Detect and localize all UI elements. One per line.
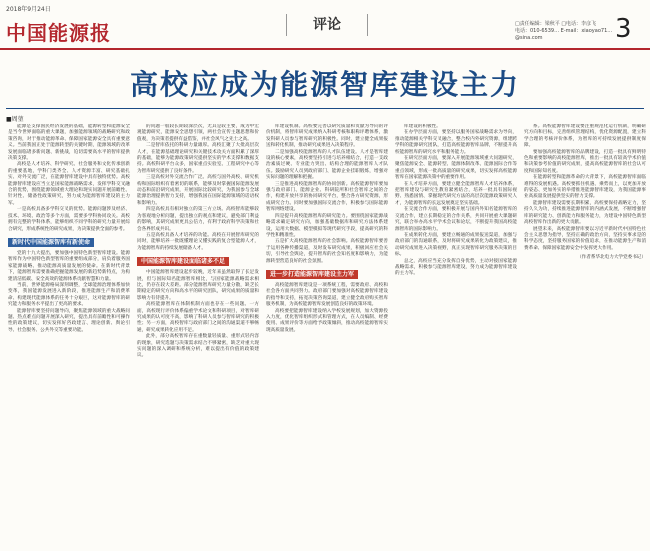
article-paragraph: 当前，世界能源格局深刻调整，全球能源治理体系加快变革，我国能源发展进入新阶段，推进能源生产和消费革命、构建现代能源体系的任务十分艰巨，这对能源智库的研究能力和服务水平提出了更高的要求。	[8, 282, 130, 308]
article-paragraph: 高校能源智库建设是一项系统工程，需要政府、高校和社会各方面共同努力。政府部门要加强对高校能源智库建设的指导和支持，拓宽决策咨询渠道，建立健全政府购买智库服务机制，为高校能源智库发展创造良好的政策环境。	[266, 282, 388, 308]
article-paragraph: 系。高校能源智库建设要注重规范化运行机制，明确研究方向和目标，完善组织管理结构，优化资源配置，建立科学合理的考核评价体系，为智库的可持续发展提供制度保障。	[524, 124, 646, 149]
section-title: 评论	[286, 14, 368, 36]
article-paragraph: 能源智库建设需要长期积累，高校要保持战略定力，坚持久久为功，持续推进能源智库的内涵式发展，不断增强智库的研究能力、创新能力和服务能力，为建设中国特色新型高校智库作出新的更大贡献。	[524, 200, 646, 226]
article-paragraph: 四是提升高校能源智库的研究能力。要围绕国家能源战略需求确定研究方向，加强基础数据库和研究方法体系建设，运用大数据、模型模拟等现代研究手段，提高研究的科学性和精准性。	[266, 213, 388, 238]
article-paragraph: 高校要把能源智库建设纳入学校发展规划，加大资源投入力度，优化智库组织形式和管理方式，在人员编制、经费使用、成果评价等方面给予政策倾斜，推动高校能源智库实现高质量发展。	[266, 308, 388, 333]
article-paragraph: 三是推进高校能源智库的协同创新。高校能源智库要加强与政府部门、能源企业、科研院所和社会智库之间的合作，构建开放共享的协同研究平台，整合各方研究资源，形成研究合力。同时要加强国际交流合作，积极参与国际能源智库网络建设。	[266, 181, 388, 213]
article-byline: ■周堃	[6, 116, 24, 123]
article-paragraph: 五是高校具备人才培养的功能。高校在开展智库研究的同时，能够培养一批既懂理论又懂实践的复合型能源人才，为能源智库的持续发展储备人才。	[137, 232, 259, 251]
article-paragraph: 高校能源智库在体制机制方面也存在一些问题。一方面，高校现行评价体系偏重学术论文和科研项目，对智库研究成果的认可度不高，影响了科研人员参与智库研究的积极性；另一方面，高校智库与政府部门之间的沟通渠道不够畅通，研究成果转化应用不足。	[137, 302, 259, 333]
article-paragraph: 四是高校具有相对独立的第三方立场。高校智库能够较为客观地分析问题，提出独立的观点和建议，避免部门利益的影响，其研究成果更具公信力，有利于政府科学决策和社会各界形成共识。	[137, 207, 259, 232]
issue-date: 2018年9月24日	[6, 6, 51, 13]
article-paragraph: 库建设的积极性。	[404, 124, 441, 129]
article-paragraph: 能源智库要坚持问题导向，聚焦能源领域的重大战略问题、热点难点问题开展深入研究，提出具有前瞻性和可操作性的政策建议，切实发挥好咨政建言、理论创新、舆论引导、社会服务、公共外交等重要功能。	[8, 308, 130, 333]
article-column-4	[395, 124, 517, 544]
article-paragraph: 总之，高校应当充分发挥自身优势，主动对接国家能源战略需求，积极参与能源智库建设，努力成为能源智库建设的主力军。	[395, 258, 517, 277]
article-paragraph: 能源是支撑国民经济发展的基础，能源转型和能源安全是当今世界面临的重大课题，加强能源领域的战略研究和政策咨询，对于推动能源革命、保障国家能源安全具有重要意义。当前我国正处于能源转型的关键时期，能源领域的改革发展面临诸多新问题、新挑战，迫切需要高水平的智库提供决策支撑。	[8, 124, 130, 162]
article-paragraph: 中国能源智库建设起步较晚，近年来虽然取得了长足发展，但与国际知名能源智库相比，与国家能源战略需求相比，仍存在较大差距。部分能源智库研究力量分散，缺乏长期稳定的研究方向和高水平的研究团队，研究成果的质量和影响力有待提升。	[137, 270, 259, 301]
article-paragraph: 二是智库依托的科研力量雄厚。高校汇聚了大批高层次人才，在能源基础理论研究和关键技术攻关方面积累了深厚的基础，能够为能源政策研究提供坚实的学术支撑和数据支持。高校科研平台众多，国家重点实验室、工程研究中心等为智库研究提供了良好条件。	[137, 143, 259, 174]
article-paragraph: 在研究层面方面，要深入开展能源领域重大问题研究，聚焦能源安全、能源转型、能源体制改革、能源国际合作等重点领域，形成一批高质量的研究成果，切实发挥高校能源智库在国家能源决策中的重要作用。	[395, 156, 517, 181]
article-paragraph: 库建设机制。高校要完善以研究质量和贡献为导向的评价机制，将智库研究成果纳入科研考核和职称评聘体系，激发科研人员参与智库研究的积极性。同时，建立健全成果报送和转化机制，推动研究成果进入决策程序。	[266, 124, 388, 149]
editor-info	[515, 21, 615, 42]
page-header	[0, 0, 650, 50]
article-paragraph: 五是扩大高校能源智库的社会影响。高校能源智库要善于运用各种传播渠道，及时发布研究成果，积极回应社会关切，引导社会舆论，提升智库的社会知名度和影响力，为能源转型营造良好的社会氛围。	[266, 239, 388, 264]
article-paragraph: 此外，部分高校智库存在重数量轻质量、重形式轻内容的现象，研究选题与决策需求结合不够紧密，缺乏对重大现实问题的深入调研和系统分析，难以提出有价值的政策建议。	[137, 334, 259, 359]
article-paragraph: 的问题一般较长期较深层次，尤其是较主要，成为中宏观能源研究，能源安全思想引领，两社会宣传主题思想和价值观，为决策者提供有益借鉴，并社会风气之先士之高。	[137, 124, 259, 142]
article-headline: 高校应成为能源智库建设主力	[129, 68, 520, 101]
article-paragraph: 一是高校具备多学科交叉的优势。能源问题涉及经济、技术、环境、政治等多个方面，需要多学科协同攻关。高校拥有完整的学科体系，能够组织不同学科的研究力量开展综合研究，形成系统性的研究成果，为决策提供全面的参考。	[8, 207, 130, 232]
article-paragraph: 在办学层面方面，要坚持以服务国家战略需求为导向，推动能源相关学科交叉融合，整合校内外研究资源，组建跨学科的能源研究团队，打造高校能源智库品牌，不断提升高校能源智库的研究水平和服务能力。	[395, 130, 517, 155]
article-paragraph: 在交流合作方面，要积极开展与国内外知名能源智库的交流合作，建立长期稳定的合作关系，共同开展重大课题研究，联合举办高水平学术会议和论坛，不断提升我国高校能源智库的国际影响力。	[395, 207, 517, 232]
article-paragraph: 要加强高校能源智库的品牌建设，打造一批具有鲜明特色和重要影响的高校能源智库，推出一批具有较高学术价值和决策参考价值的研究成果，提高高校能源智库的社会认可度和国际知名度。	[524, 149, 646, 174]
article-paragraph: 在人才培养方面，要建立健全能源智库人才培养体系，把智库建设与研究生教育紧密结合，培养一批具有国际视野、熟悉国情、掌握现代研究方法的高层次能源政策研究人才，为能源智库的长远发展奠定坚实基础。	[395, 181, 517, 206]
article-paragraph: 在能源转型和能源革命的大背景下，高校能源智库面临难得的发展机遇。高校要抓住机遇、乘势而上，以更加开放的姿态、更加务实的举措推进能源智库建设，为我国能源事业高质量发展提供坚实的智力支撑。	[524, 175, 646, 200]
newspaper-masthead: 中国能源报	[6, 21, 111, 45]
author-note: （作者系华北电力大学党委书记）	[577, 255, 646, 261]
page-number: 3	[615, 14, 632, 44]
article-column-1	[8, 124, 130, 544]
editor-line: □责任编辑：梁秋平 □电话：李彦飞	[515, 21, 597, 27]
section-subheading: 新时代中国能源智库有新使命	[8, 238, 94, 247]
section-subheading: 进一步打造能源智库建设主力军	[266, 270, 358, 279]
article-paragraph: 二是加强高校能源智库的人才队伍建设。人才是智库建设的核心要素，高校要坚持引进与培养相结合，打造一支政治素质过硬、专业能力突出、结构合理的能源智库人才队伍。鼓励研究人员到政府部门、能源企业挂职锻炼，增强对实际问题的理解和把握。	[266, 149, 388, 181]
article-paragraph: 在成果转化方面，要建立畅通的成果报送渠道，加强与政府部门的沟通联系，及时将研究成果转化为政策建议，推动研究成果进入决策视野，真正实现智库研究服务决策的目标。	[395, 232, 517, 258]
section-subheading: 中国能源智库建设面临诸多不足	[137, 257, 229, 266]
article-paragraph: 高校是人才培养、科学研究、社会服务和文化传承创新的重要基地，学科门类齐全、人才资源丰富、研究基础扎实、对外交流广泛，在能源智库建设中具有独特优势。高校能源智库建设应当立足国家能源战略需求，发挥学科交叉融合的优势，围绕能源领域重大理论和现实问题开展前瞻性、针对性、储备性政策研究，努力成为能源智库建设的主力军。	[8, 162, 130, 206]
article-column-3	[266, 124, 388, 544]
headline-rule	[6, 108, 644, 109]
article-column-5	[524, 124, 646, 544]
article-column-2	[137, 124, 259, 544]
article-paragraph: 展望未来，高校能源智库要以习近平新时代中国特色社会主义思想为指导，坚持正确的政治方向，坚持实事求是的科学态度，坚持服务国家的价值追求，在推动能源生产和消费革命、保障国家能源安全中发挥更大作用。	[524, 226, 646, 251]
article-paragraph: 党的十九大提出，要加强中国特色新型智库建设。能源智库作为中国特色新型智库的重要组成部分，肩负着服务国家能源战略、推动能源高质量发展的使命。在新时代背景下，能源智库需要准确把握能源发展的新趋势新特点，为构建清洁低碳、安全高效的能源体系贡献智慧和力量。	[8, 250, 130, 282]
article-paragraph: 三是高校对外交流合作广泛。高校与国外高校、研究机构和国际组织有着密切的联系，能够及时掌握国际能源发展动态和前沿研究成果，开展国际比较研究，为我国参与全球能源治理提供智力支持，增强我国在国际能源领域的话语权和影响力。	[137, 175, 259, 206]
contact-line: 电话：010-6539… E-mail：xiaoyao71…@sina.com	[515, 28, 613, 41]
